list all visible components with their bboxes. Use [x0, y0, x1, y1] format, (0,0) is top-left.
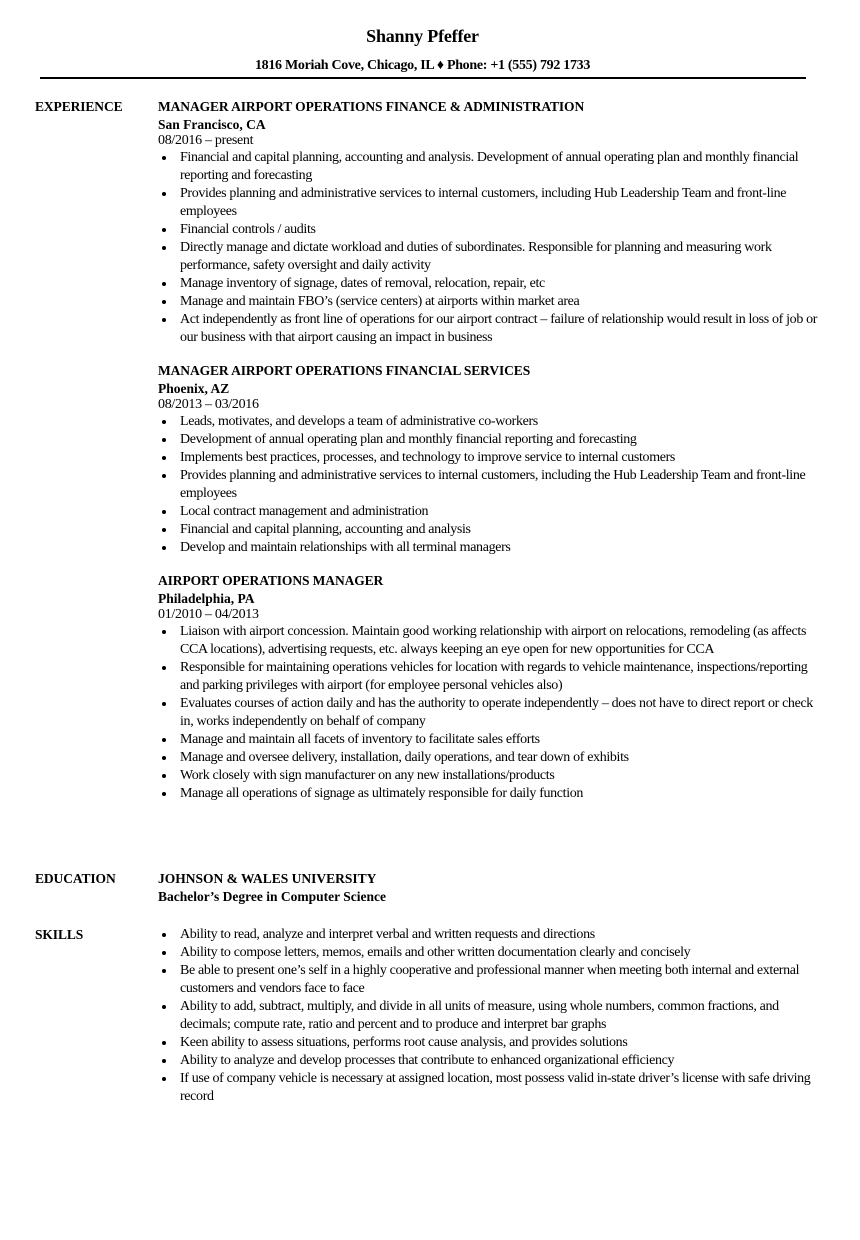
bullet-icon — [162, 318, 166, 322]
skills-list — [158, 926, 823, 1106]
list-item: Keen ability to assess situations, performs root cause analysis, and provides solutions — [158, 1034, 823, 1052]
bullet-icon — [162, 192, 166, 196]
list-item: Develop and maintain relationships with all terminal managers — [158, 539, 823, 557]
job-dates: 01/2010 – 04/2013 — [158, 607, 259, 622]
bullet-icon — [162, 546, 166, 550]
bullet-icon — [162, 528, 166, 532]
job-location: Philadelphia, PA — [158, 591, 255, 606]
bullet-icon — [162, 666, 166, 670]
resume-header — [0, 24, 845, 75]
list-item: Manage all operations of signage as ultimately responsible for daily function — [158, 785, 823, 803]
bullet-icon — [162, 228, 166, 232]
experience-body — [158, 98, 823, 819]
bullet-icon — [162, 438, 166, 442]
bullet-icon — [162, 300, 166, 304]
job-bullets — [158, 413, 823, 557]
bullet-icon — [162, 282, 166, 286]
list-item: Financial and capital planning, accounting and analysis — [158, 521, 823, 539]
bullet-icon — [162, 738, 166, 742]
job-entry — [158, 98, 823, 347]
list-item: If use of company vehicle is necessary at assigned location, most possess valid in-state driver’s license with safe driving record — [158, 1070, 823, 1106]
bullet-icon — [162, 156, 166, 160]
list-item: Financial controls / audits — [158, 221, 823, 239]
bullet-icon — [162, 456, 166, 460]
job-entry — [158, 362, 823, 557]
contact-line: 1816 Moriah Cove, Chicago, IL ♦ Phone: +1 (555) 792 1733 — [254, 58, 591, 73]
list-item: Ability to read, analyze and interpret verbal and written requests and directions — [158, 926, 823, 944]
list-item: Evaluates courses of action daily and has the authority to operate independently – does not have to direct report or check in, works independently on behalf of company — [158, 695, 823, 731]
list-item: Manage and maintain all facets of inventory to facilitate sales efforts — [158, 731, 823, 749]
bullet-icon — [162, 933, 166, 937]
list-item: Liaison with airport concession. Maintain good working relationship with airport on relocations, remodeling (as affects CCA locations), advertising requests, etc. always keeping an eye open for new opportunities for CCA — [158, 623, 823, 659]
degree: Bachelor’s Degree in Computer Science — [158, 889, 386, 904]
bullet-icon — [162, 969, 166, 973]
bullet-icon — [162, 474, 166, 478]
list-item: Implements best practices, processes, and technology to improve service to internal customers — [158, 449, 823, 467]
list-item: Responsible for maintaining operations vehicles for location with regards to vehicle maintenance, inspections/reporting and parking privileges with airport (for employee personal vehicles also) — [158, 659, 823, 695]
bullet-icon — [162, 1041, 166, 1045]
bullet-icon — [162, 1005, 166, 1009]
job-location: Phoenix, AZ — [158, 381, 230, 396]
candidate-name: Shanny Pfeffer — [366, 26, 479, 46]
list-item: Directly manage and dictate workload and duties of subordinates. Responsible for planning and measuring work performance, safety oversight and daily activity — [158, 239, 823, 275]
job-entry — [158, 572, 823, 803]
job-title: MANAGER AIRPORT OPERATIONS FINANCIAL SERVICES — [158, 363, 531, 378]
job-location: San Francisco, CA — [158, 117, 266, 132]
section-label-experience: EXPERIENCE — [35, 99, 123, 114]
list-item: Ability to compose letters, memos, emails and other written documentation clearly and concisely — [158, 944, 823, 962]
bullet-icon — [162, 1059, 166, 1063]
job-dates: 08/2013 – 03/2016 — [158, 397, 259, 412]
job-title: AIRPORT OPERATIONS MANAGER — [158, 573, 384, 588]
bullet-icon — [162, 951, 166, 955]
bullet-icon — [162, 630, 166, 634]
list-item: Ability to add, subtract, multiply, and divide in all units of measure, using whole numbers, common fractions, and decimals; compute rate, ratio and percent and to produce and interpret bar graphs — [158, 998, 823, 1034]
list-item: Local contract management and administration — [158, 503, 823, 521]
job-bullets — [158, 149, 823, 347]
job-dates: 08/2016 – present — [158, 133, 254, 148]
bullet-icon — [162, 792, 166, 796]
bullet-icon — [162, 702, 166, 706]
list-item: Development of annual operating plan and monthly financial reporting and forecasting — [158, 431, 823, 449]
school-name: JOHNSON & WALES UNIVERSITY — [158, 871, 377, 886]
job-title: MANAGER AIRPORT OPERATIONS FINANCE & ADMINISTRATION — [158, 99, 585, 114]
section-label-skills: SKILLS — [35, 927, 84, 942]
bullet-icon — [162, 756, 166, 760]
list-item: Work closely with sign manufacturer on any new installations/products — [158, 767, 823, 785]
list-item: Leads, motivates, and develops a team of administrative co-workers — [158, 413, 823, 431]
bullet-icon — [162, 1077, 166, 1081]
list-item: Ability to analyze and develop processes that contribute to enhanced organizational efficiency — [158, 1052, 823, 1070]
section-label-education: EDUCATION — [35, 871, 116, 886]
education-body — [158, 870, 823, 906]
bullet-icon — [162, 774, 166, 778]
list-item: Manage and maintain FBO’s (service centers) at airports within market area — [158, 293, 823, 311]
list-item: Manage and oversee delivery, installation, daily operations, and tear down of exhibits — [158, 749, 823, 767]
job-bullets — [158, 623, 823, 803]
skills-body — [158, 926, 823, 1106]
list-item: Act independently as front line of operations for our airport contract – failure of relationship would result in loss of job or our business with that airport causing an impact in business — [158, 311, 823, 347]
header-divider — [40, 77, 806, 79]
bullet-icon — [162, 510, 166, 514]
bullet-icon — [162, 246, 166, 250]
list-item: Provides planning and administrative services to internal customers, including Hub Leadership Team and front-line employees — [158, 185, 823, 221]
list-item: Manage inventory of signage, dates of removal, relocation, repair, etc — [158, 275, 823, 293]
bullet-icon — [162, 420, 166, 424]
list-item: Provides planning and administrative services to internal customers, including the Hub Leadership Team and front-line employees — [158, 467, 823, 503]
list-item: Be able to present one’s self in a highly cooperative and professional manner when meeting both internal and external customers and vendors face to face — [158, 962, 823, 998]
list-item: Financial and capital planning, accounting and analysis. Development of annual operating plan and monthly financial reporting and forecasting — [158, 149, 823, 185]
